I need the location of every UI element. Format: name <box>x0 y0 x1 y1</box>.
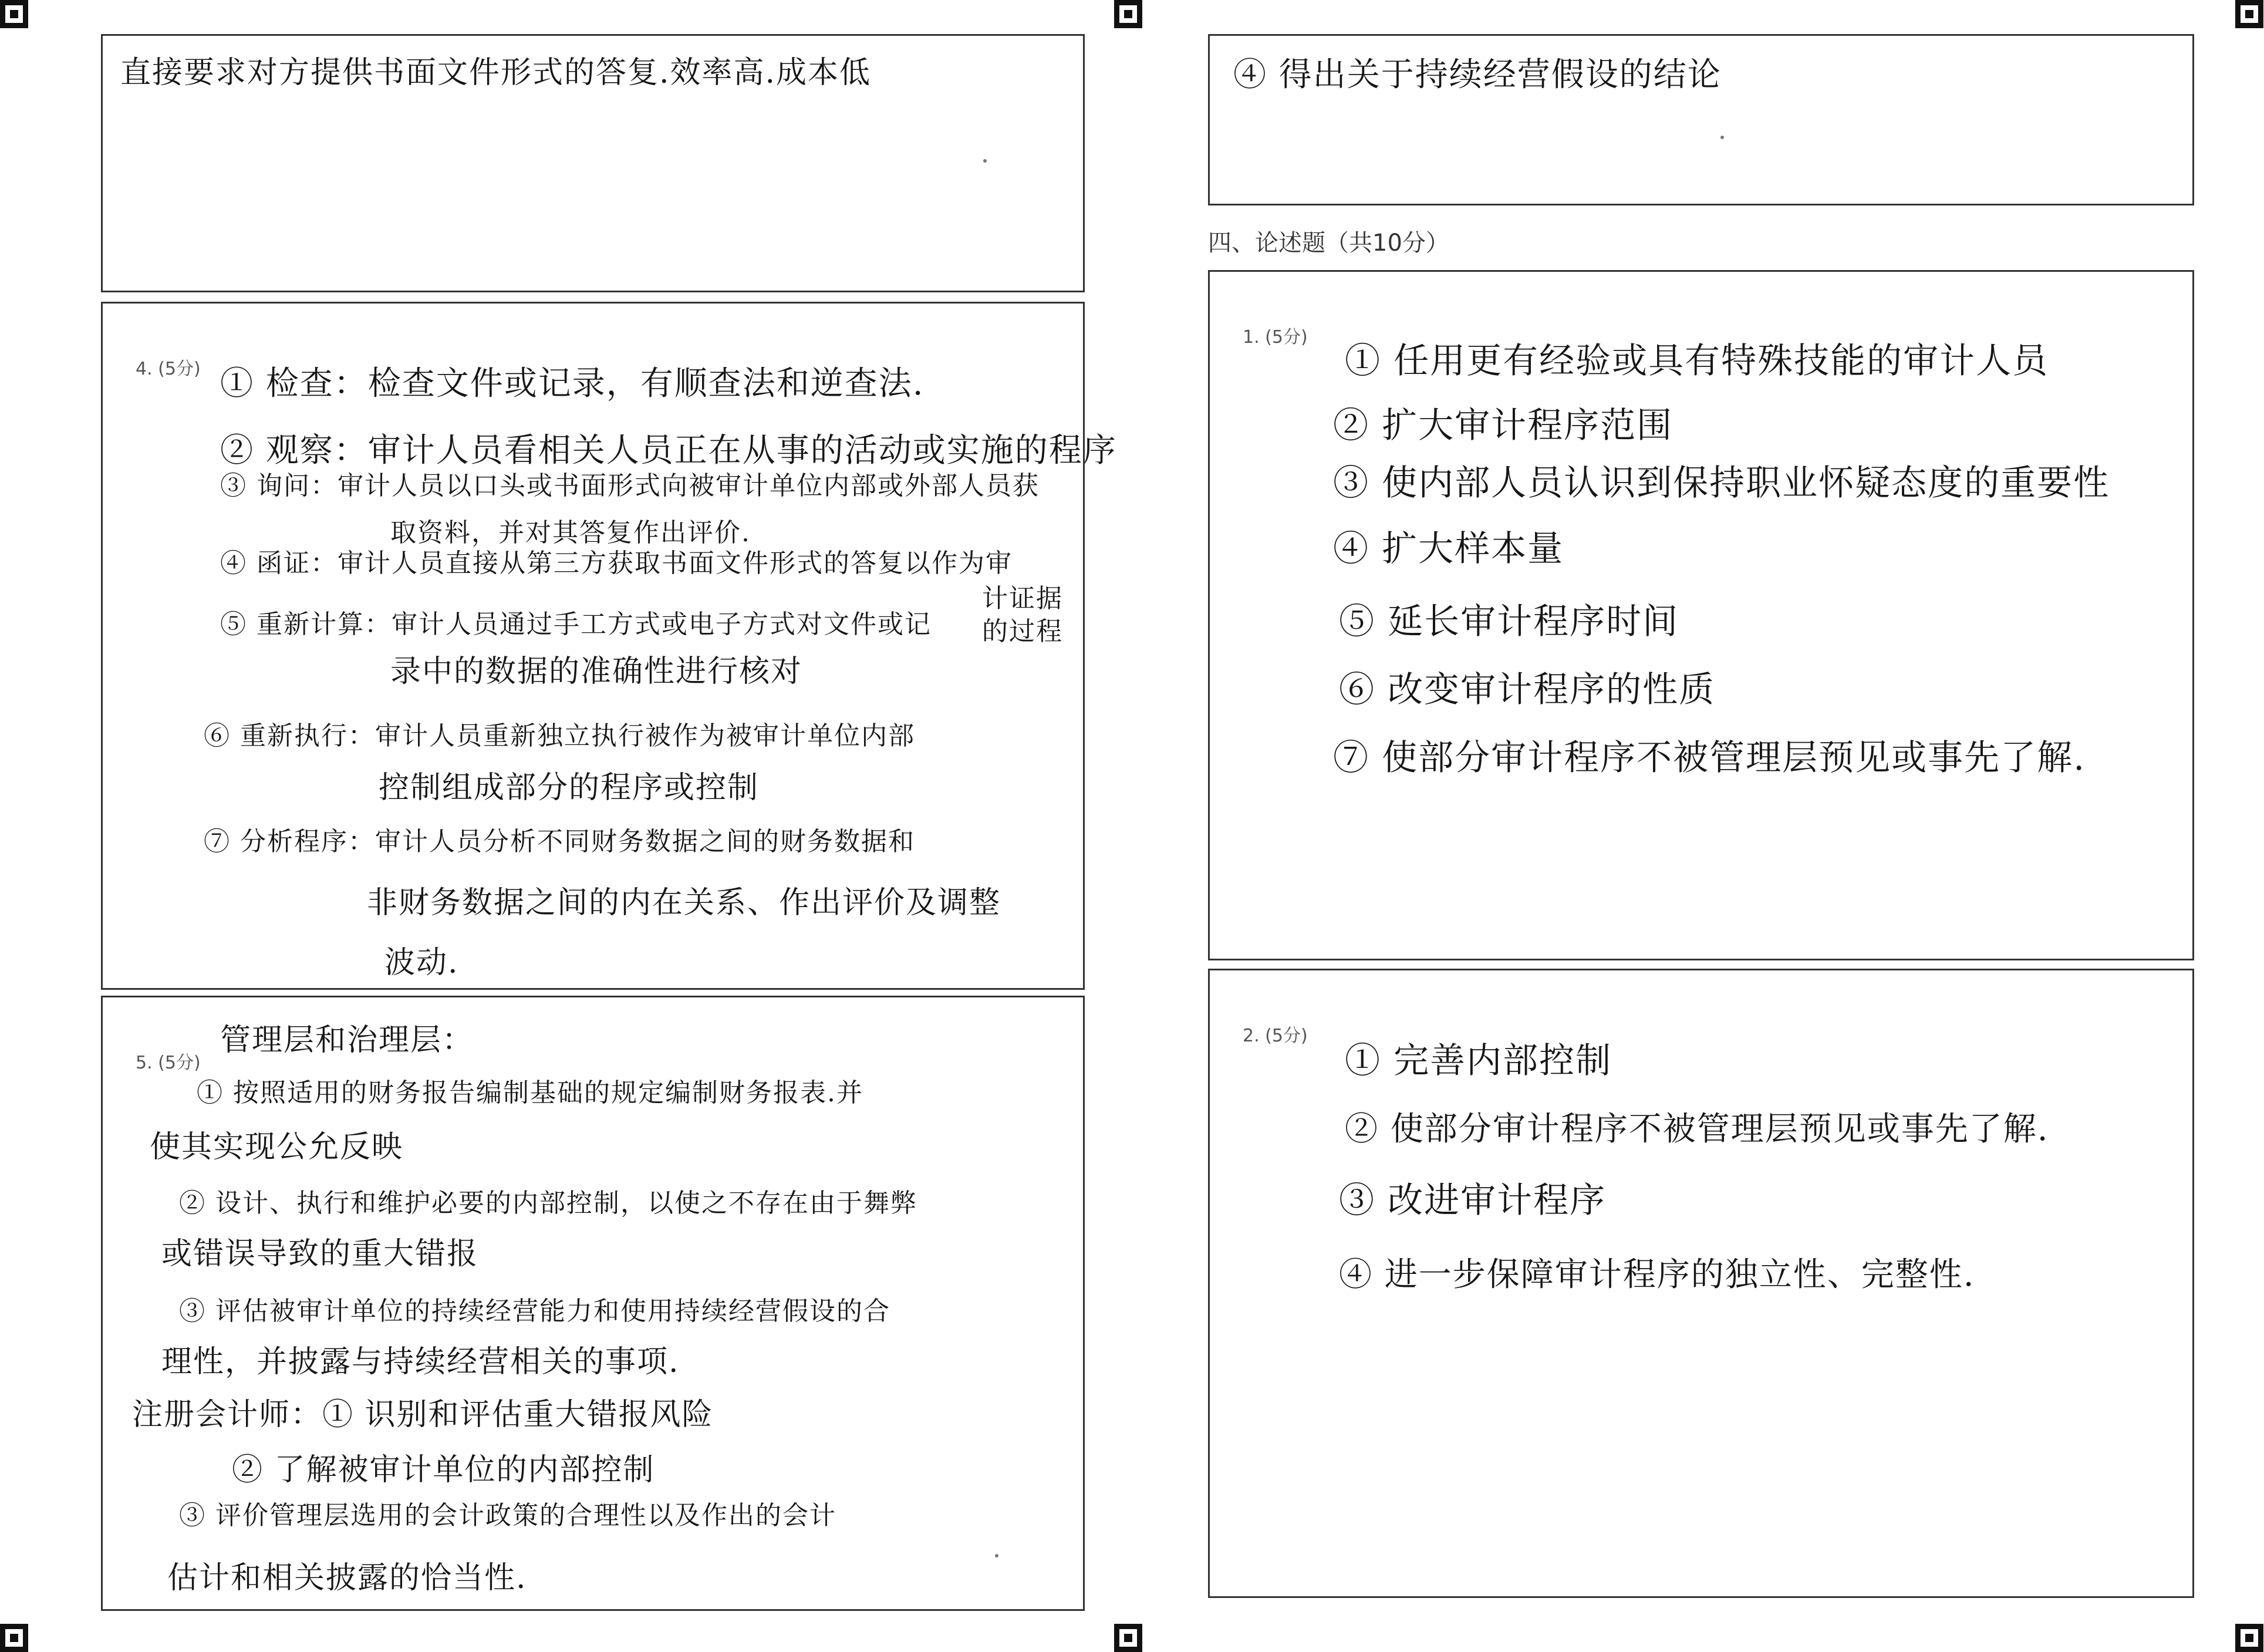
answer-line: 录中的数据的准确性进行核对 <box>390 654 803 689</box>
answer-line: 理性，并披露与持续经营相关的事项. <box>161 1344 680 1380</box>
answer-line: ⑥ 改变审计程序的性质 <box>1339 669 1716 710</box>
question-label: 4. (5分) <box>136 359 201 379</box>
section-title: 四、论述题（共10分） <box>1208 230 1449 257</box>
answer-line: 取资料，并对其答复作出评价. <box>390 518 751 548</box>
answer-line: 计证据 <box>982 584 1063 613</box>
answer-line: ② 了解被审计单位的内部控制 <box>232 1452 655 1488</box>
answer-line: ④ 得出关于持续经营假设的结论 <box>1233 56 1722 94</box>
answer-line: ② 设计、执行和维护必要的内部控制，以使之不存在由于舞弊 <box>179 1188 917 1218</box>
answer-line: 非财务数据之间的内在关系、作出评价及调整 <box>367 885 1001 921</box>
speck <box>1720 136 1724 139</box>
answer-line: ⑦ 分析程序：审计人员分析不同财务数据之间的财务数据和 <box>204 827 915 857</box>
answer-box-essay-q2 <box>1208 969 2194 1598</box>
answer-line: ④ 函证：审计人员直接从第三方获取书面文件形式的答复以作为审 <box>220 548 1013 578</box>
answer-box-q5 <box>101 996 1085 1611</box>
answer-line: ⑤ 延长审计程序时间 <box>1339 601 1679 642</box>
answer-line: ② 观察：审计人员看相关人员正在从事的活动或实施的程序 <box>220 431 1117 470</box>
answer-line: 的过程 <box>982 616 1063 646</box>
answer-line: ⑥ 重新执行：审计人员重新独立执行被作为被审计单位内部 <box>204 721 915 751</box>
answer-line: 波动. <box>384 945 459 980</box>
speck <box>983 159 987 163</box>
answer-line: 使其实现公允反映 <box>150 1130 404 1165</box>
answer-line: ④ 进一步保障审计程序的独立性、完整性. <box>1339 1256 1975 1294</box>
corner-marker-bottom-middle <box>1114 1624 1142 1652</box>
answer-box-continued-right <box>1208 34 2194 205</box>
answer-line: ① 按照适用的财务报告编制基础的规定编制财务报表.并 <box>197 1078 863 1108</box>
answer-line: ③ 使内部人员认识到保持职业怀疑态度的重要性 <box>1333 463 2110 504</box>
answer-line: 注册会计师：① 识别和评估重大错报风险 <box>132 1397 714 1432</box>
answer-line: ① 完善内部控制 <box>1345 1040 1612 1081</box>
answer-line: ③ 改进审计程序 <box>1339 1180 1607 1221</box>
question-label: 2. (5分) <box>1243 1026 1308 1046</box>
answer-line: ③ 评估被审计单位的持续经营能力和使用持续经营假设的合 <box>179 1296 890 1326</box>
answer-line: 或错误导致的重大错报 <box>161 1236 479 1272</box>
answer-line: ① 检查：检查文件或记录，有顺查法和逆查法. <box>220 365 925 403</box>
answer-line: ② 使部分审计程序不被管理层预见或事先了解. <box>1345 1110 2049 1148</box>
answer-line: ④ 扩大样本量 <box>1333 528 1564 569</box>
corner-marker-bottom-left <box>0 1624 28 1652</box>
question-label: 1. (5分) <box>1243 327 1308 348</box>
answer-line: ③ 评价管理层选用的会计政策的合理性以及作出的会计 <box>179 1501 836 1530</box>
answer-line: 管理层和治理层： <box>220 1023 474 1058</box>
answer-box-essay-q1 <box>1208 270 2194 960</box>
answer-line: 直接要求对方提供书面文件形式的答复.效率高.成本低 <box>120 55 872 90</box>
question-label: 5. (5分) <box>136 1053 201 1073</box>
answer-box-continued <box>101 34 1085 292</box>
answer-line: ⑤ 重新计算：审计人员通过手工方式或电子方式对文件或记 <box>220 609 932 639</box>
speck <box>995 1554 998 1557</box>
corner-marker-top-middle <box>1114 0 1142 28</box>
answer-line: ① 任用更有经验或具有特殊技能的审计人员 <box>1345 340 2049 382</box>
corner-marker-top-right <box>2235 0 2263 28</box>
answer-line: 控制组成部分的程序或控制 <box>379 770 760 805</box>
answer-line: 估计和相关披露的恰当性. <box>167 1560 527 1596</box>
answer-line: ③ 询问：审计人员以口头或书面形式向被审计单位内部或外部人员获 <box>220 471 1040 501</box>
answer-box-q4 <box>101 302 1117 990</box>
answer-line: ② 扩大审计程序范围 <box>1333 405 1673 446</box>
answer-line: ⑦ 使部分审计程序不被管理层预见或事先了解. <box>1333 737 2086 778</box>
corner-marker-bottom-right <box>2235 1624 2263 1652</box>
corner-marker-top-left <box>0 0 28 28</box>
